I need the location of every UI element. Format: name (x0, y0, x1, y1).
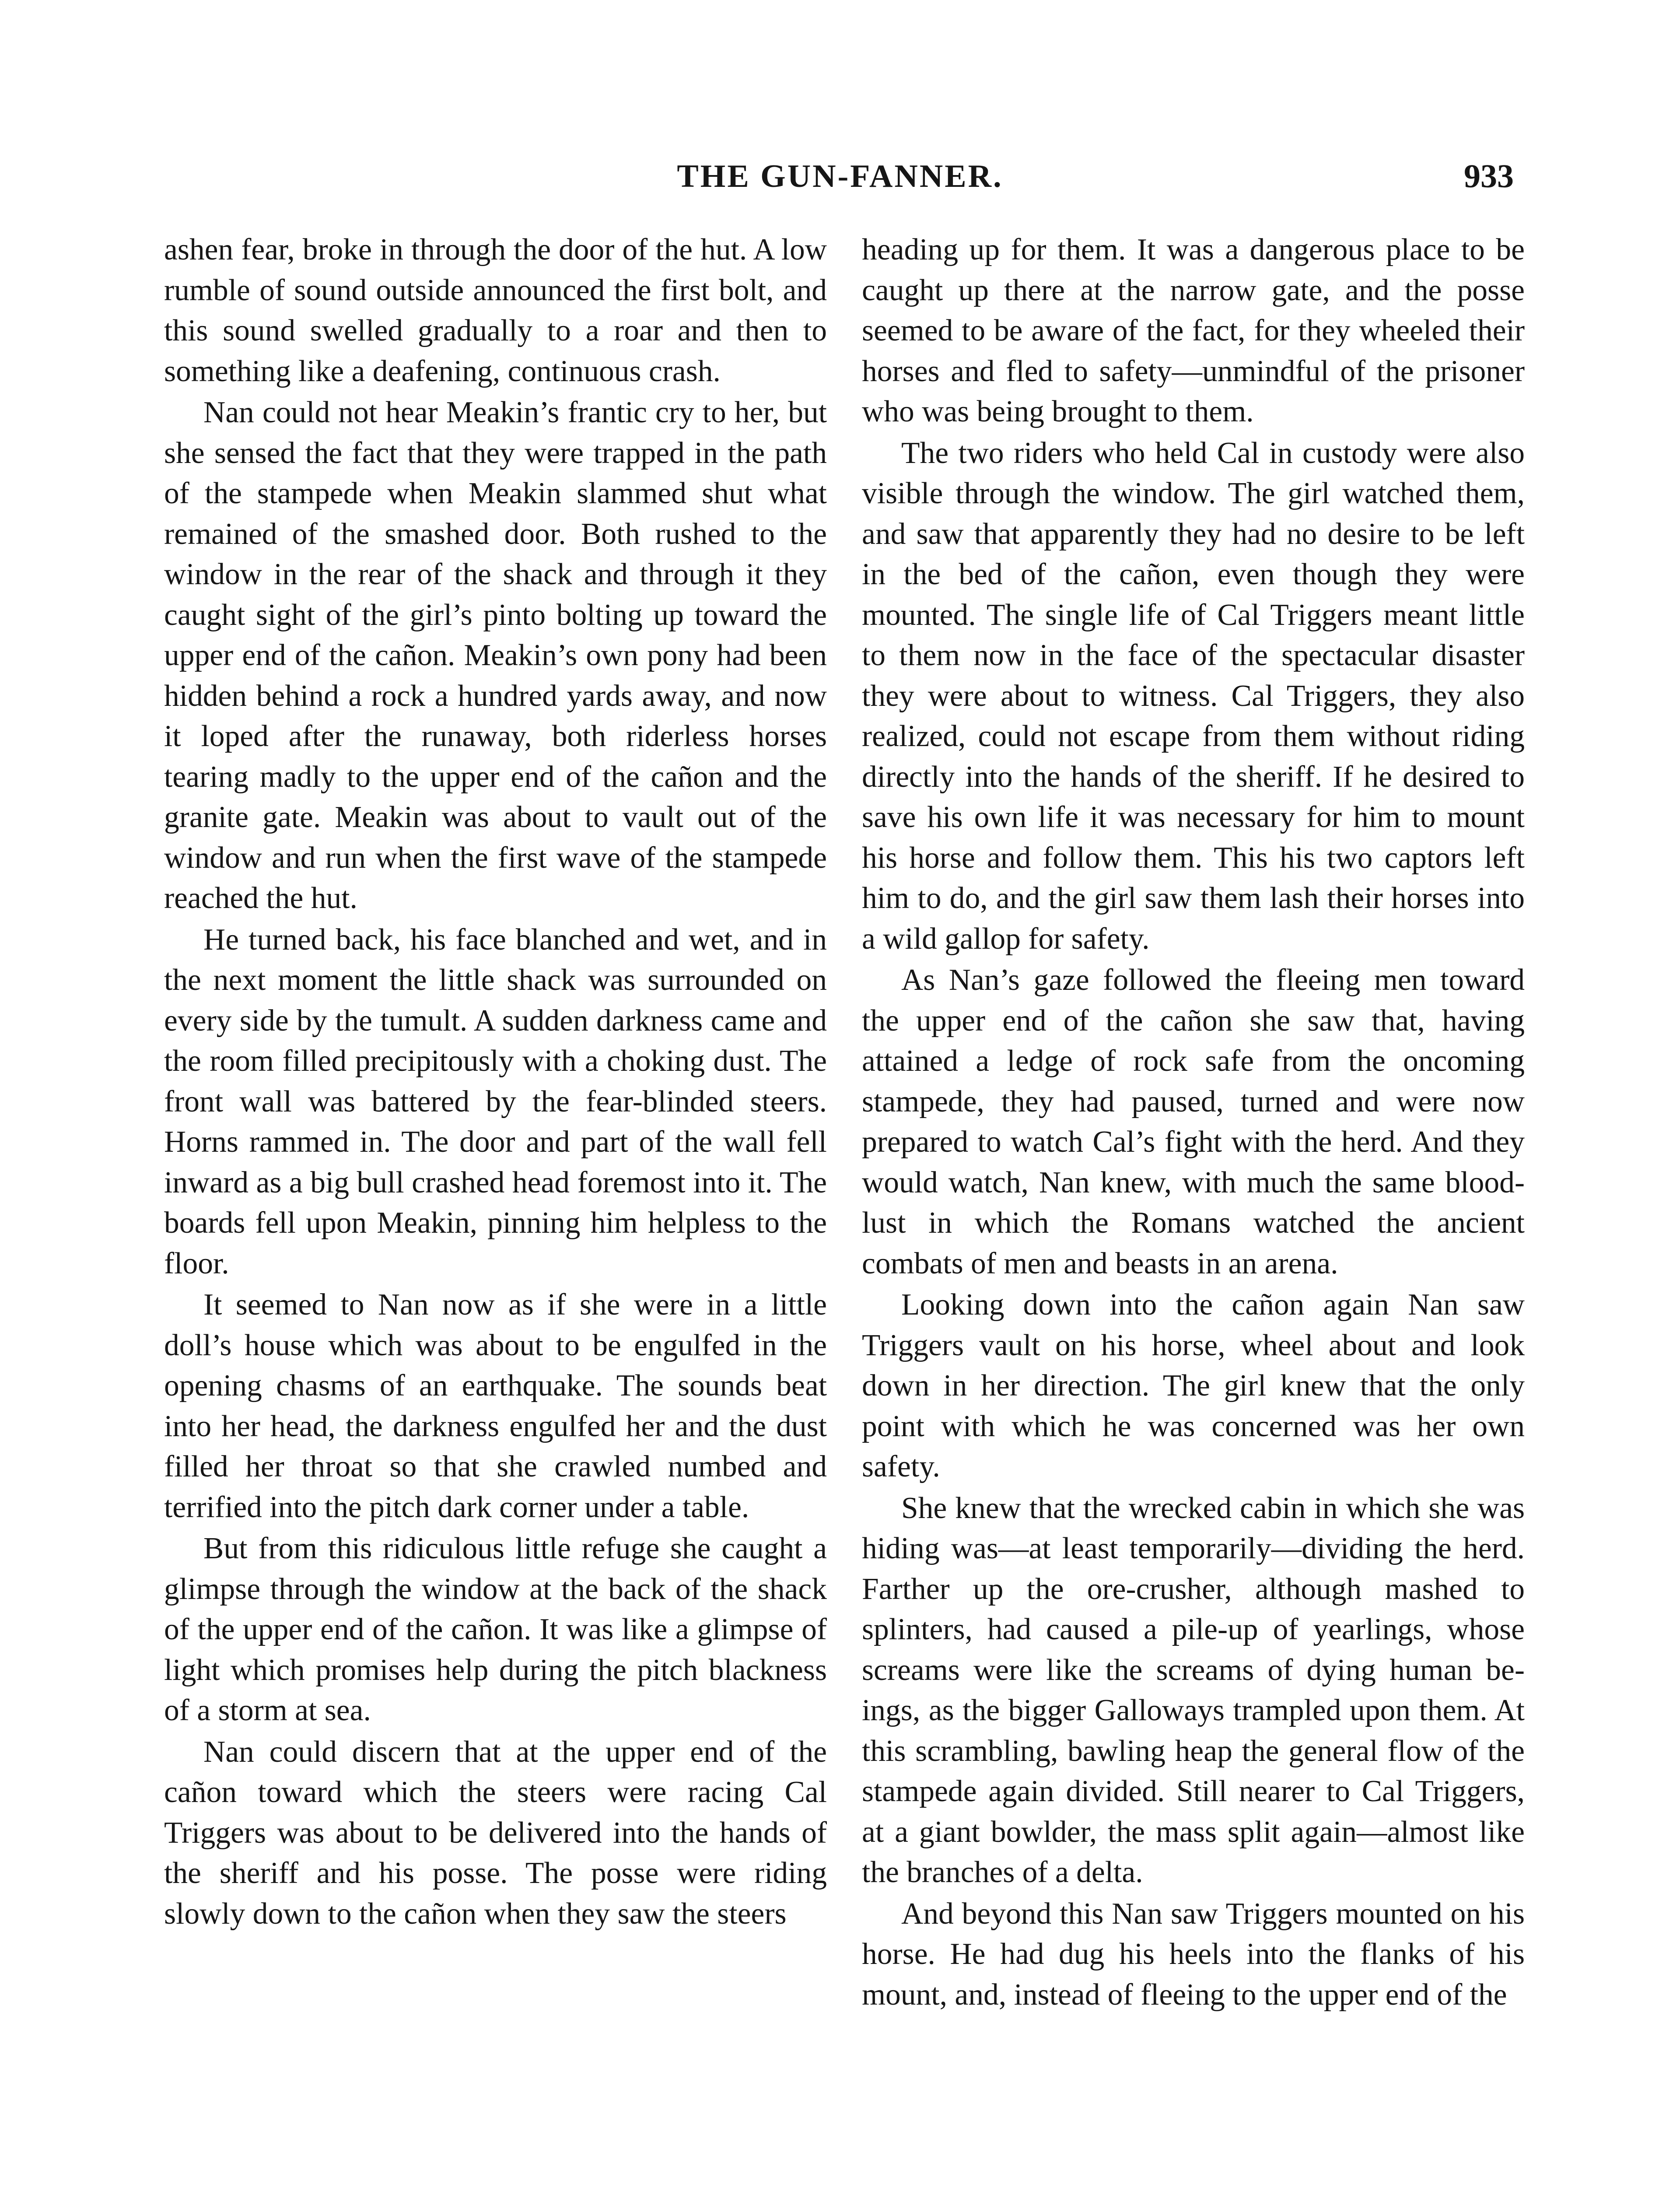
paragraph: Looking down into the cañon again Nan saw Triggers vault on his horse, wheel about and look down in her direction. The girl knew that the only point with which he was concerned was her own safety. (862, 1288, 1525, 1483)
page-number: 933 (1464, 158, 1514, 195)
running-title: THE GUN-FANNER. (677, 158, 1003, 194)
paragraph: The two riders who held Cal in custody were also visible through the window. The girl watched them, and saw that apparently they had no desire to be left in the bed of the cañon, even though they were mounted. The single life of Cal Triggers meant little to them now in the face of the spectacular disaster they were about to witness. Cal Triggers, they also realized, could not escape from them without riding directly into the hands of the sheriff. If he desired to save his own life it was necessary for him to mount his horse and follow them. This his two captors left him to do, and the girl saw them lash their horses into a wild gallop for safety. (862, 436, 1525, 956)
paragraph: She knew that the wrecked cabin in which she was hiding was—at least temporarily—dividing the herd. Farther up the ore-crusher, although mashed to splinters, had caused a pile-up of yearlings, whose screams were like the screams of dying human beings, as the bigger Galloways trampled upon them. At this scrambling, bawling heap the general flow of the stampede again divided. Still nearer to Cal Triggers, at a giant bowlder, the mass split again—almost like the branches of a delta. (862, 1491, 1525, 1889)
paragraph: And beyond this Nan saw Triggers mounted on his horse. He had dug his heels into the flanks of his mount, and, instead of fleeing to the upper end of the (862, 1897, 1525, 2012)
paragraph: It seemed to Nan now as if she were in a little doll’s house which was about to be engulfed in the opening chasms of an earthquake. The sounds beat into her head, the darkness engulfed her and the dust filled her throat so that she crawled numbed and terrified into the pitch dark corner under a table. (164, 1288, 827, 1524)
paragraph: Nan could not hear Meakin’s frantic cry to her, but she sensed the fact that they were trapped in the path of the stampede when Meakin slammed shut what remained of the smashed door. Both rushed to the window in the rear of the shack and through it they caught sight of the girl’s pinto bolting up toward the upper end of the cañon. Meakin’s own pony had been hidden behind a rock a hundred yards away, and now it loped after the runaway, both riderless horses tearing madly to the upper end of the cañon and the granite gate. Meakin was about to vault out of the window and run when the first wave of the stampede reached the hut. (164, 396, 827, 915)
paragraph: He turned back, his face blanched and wet, and in the next moment the little shack was surrounded on every side by the tumult. A sudden darkness came and the room filled precipitously with a choking dust. The front wall was battered by the fear-blinded steers. Horns rammed in. The door and part of the wall fell inward as a big bull crashed head foremost into it. The boards fell upon Meakin, pinning him helpless to the floor. (164, 922, 827, 1280)
left-column (164, 230, 827, 1934)
right-column (862, 230, 1525, 2015)
paragraph: As Nan’s gaze followed the fleeing men toward the upper end of the cañon she saw that, having attained a ledge of rock safe from the oncoming stampede, they had paused, turned and were now prepared to watch Cal’s fight with the herd. And they would watch, Nan knew, with much the same blood-lust in which the Romans watched the ancient combats of men and beasts in an arena. (862, 963, 1525, 1280)
paragraph: heading up for them. It was a dangerous place to be caught up there at the narrow gate, and the posse seemed to be aware of the fact, for they wheeled their horses and fled to safety—unmindful of the prisoner who was being brought to them. (862, 233, 1525, 428)
paragraph: But from this ridiculous little refuge she caught a glimpse through the window at the back of the shack of the upper end of the cañon. It was like a glimpse of light which promises help during the pitch blackness of a storm at sea. (164, 1532, 827, 1727)
page-header (0, 157, 1680, 205)
paragraph: ashen fear, broke in through the door of the hut. A low rumble of sound outside announced the first bolt, and this sound swelled gradually to a roar and then to something like a deafening, continuous crash. (164, 233, 827, 388)
paragraph: Nan could discern that at the upper end of the cañon toward which the steers were racing Cal Triggers was about to be delivered into the hands of the sheriff and his posse. The posse were riding slowly down to the cañon when they saw the steers (164, 1735, 827, 1931)
